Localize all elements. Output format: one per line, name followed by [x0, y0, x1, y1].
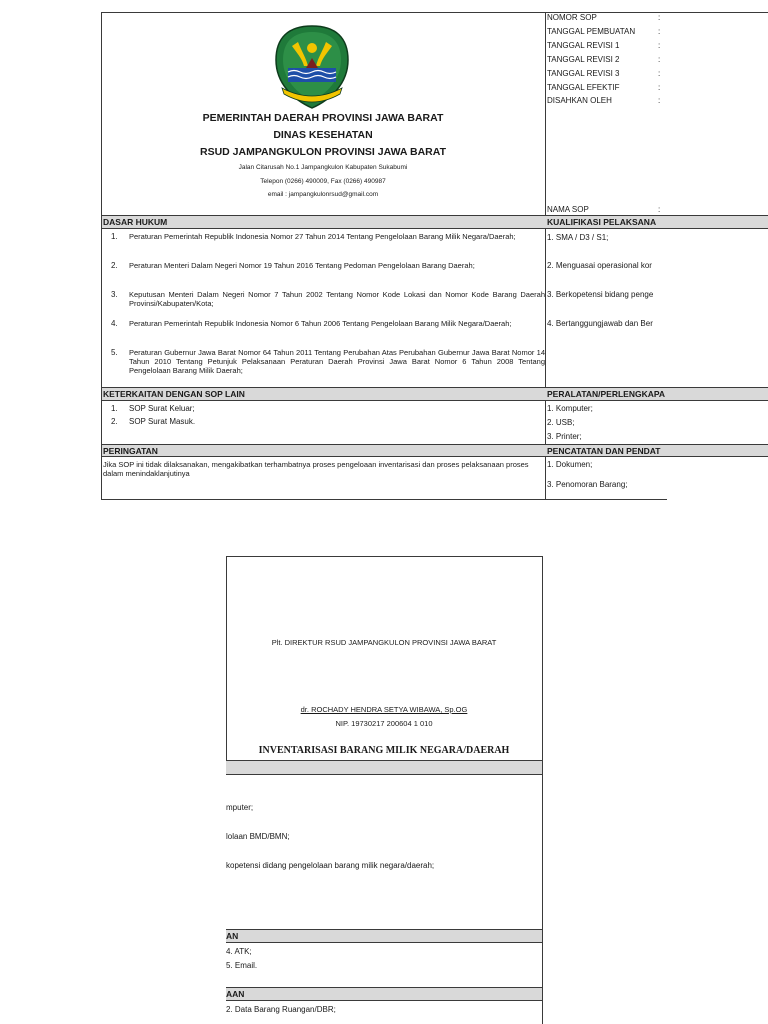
divider — [226, 942, 543, 943]
frame-top — [226, 556, 543, 557]
field-tanggal-revisi-2: TANGGAL REVISI 2 — [547, 55, 620, 64]
kualifikasi-item: 2. Menguasai operasional kor — [547, 261, 652, 270]
keterkaitan-item: SOP Surat Masuk. — [129, 417, 196, 426]
field-sep: : — [658, 69, 661, 78]
peralatan-title-cont: AN — [226, 931, 239, 941]
kualifikasi-item: 1. SMA / D3 / S1; — [547, 233, 609, 242]
dasar-hukum-num: 2. — [111, 261, 118, 270]
field-sep: : — [658, 13, 661, 22]
frame-mid — [545, 12, 546, 499]
keterkaitan-num: 1. — [111, 404, 118, 413]
dasar-hukum-num: 5. — [111, 348, 118, 357]
keterkaitan-num: 2. — [111, 417, 118, 426]
sop-name: INVENTARISASI BARANG MILIK NEGARA/DAERAH — [258, 745, 510, 756]
dasar-hukum-item: Peraturan Pemerintah Republik Indonesia Nomor 6 Tahun 2006 Tentang Pengelolaan Barang Milik Negara/Daerah; — [129, 319, 512, 328]
dasar-hukum-item: Keputusan Menteri Dalam Negeri Nomor 7 Tahun 2002 Tentang Nomor Kode Lokasi dan Nomor Kode Barang Daerah Provinsi/Kabupaten/Kota; — [129, 290, 545, 308]
dasar-hukum-num: 3. — [111, 290, 118, 299]
field-sep: : — [658, 41, 661, 50]
field-nomor-sop: NOMOR SOP — [547, 13, 597, 22]
divider — [101, 228, 768, 229]
dasar-hukum-item: Peraturan Menteri Dalam Negeri Nomor 19 Tahun 2016 Tentang Pedoman Pengelolaan Barang Daerah; — [129, 261, 475, 270]
org-phone: Telepon (0266) 490009, Fax (0266) 490987 — [260, 178, 386, 185]
peralatan-title: PERALATAN/PERLENGKAPA — [547, 389, 666, 399]
section-band — [226, 930, 542, 942]
section-band — [102, 216, 768, 228]
org-email: email : jampangkulonrsud@gmail.com — [267, 191, 379, 198]
dasar-hukum-num: 1. — [111, 232, 118, 241]
field-sep: : — [658, 96, 661, 105]
field-nama-sop: NAMA SOP — [547, 205, 589, 214]
field-tanggal-revisi-3: TANGGAL REVISI 3 — [547, 69, 620, 78]
section-band — [226, 988, 542, 1000]
section-band — [226, 761, 542, 774]
frame-left — [101, 12, 102, 499]
director-nip: NIP. 19730217 200604 1 010 — [335, 719, 433, 728]
kualifikasi-cont-item: mputer; — [226, 803, 254, 812]
divider — [101, 456, 768, 457]
kualifikasi-title: KUALIFIKASI PELAKSANA — [547, 217, 657, 227]
keterkaitan-title: KETERKAITAN DENGAN SOP LAIN — [103, 389, 245, 399]
peralatan-item: 1. Komputer; — [547, 404, 593, 413]
sop-page-2 — [0, 550, 768, 1024]
frame-right — [542, 556, 543, 1024]
field-tanggal-efektif: TANGGAL EFEKTIF — [547, 83, 620, 92]
dasar-hukum-num: 4. — [111, 319, 118, 328]
sop-page-1 — [0, 0, 768, 510]
field-sep: : — [658, 205, 661, 214]
director-name: dr. ROCHADY HENDRA SETYA WIBAWA, Sp.OG — [300, 705, 468, 714]
divider — [226, 774, 543, 775]
frame-bottom — [101, 499, 667, 500]
field-sep: : — [658, 83, 661, 92]
keterkaitan-item: SOP Surat Keluar; — [129, 404, 195, 413]
field-tanggal-revisi-1: TANGGAL REVISI 1 — [547, 41, 620, 50]
kualifikasi-cont-item: kopetensi didang pengelolaan barang milik negara/daerah; — [226, 861, 435, 870]
kualifikasi-cont-item: lolaan BMD/BMN; — [226, 832, 290, 841]
frame-left — [226, 556, 227, 768]
west-java-emblem-logo — [268, 22, 356, 112]
director-title: Plt. DIREKTUR RSUD JAMPANGKULON PROVINSI JAWA BARAT — [271, 638, 497, 647]
kualifikasi-item: 3. Berkopetensi bidang penge — [547, 290, 654, 299]
peringatan-title: PERINGATAN — [103, 446, 158, 456]
divider — [101, 400, 768, 401]
pencatatan-title: PENCATATAN DAN PENDAT — [547, 446, 661, 456]
dasar-hukum-title: DASAR HUKUM — [103, 217, 168, 227]
section-band — [102, 445, 768, 456]
peralatan-item: 2. USB; — [547, 418, 575, 427]
field-disahkan-oleh: DISAHKAN OLEH — [547, 96, 612, 105]
pencatatan-title-cont: AAN — [226, 989, 245, 999]
field-tanggal-pembuatan: TANGGAL PEMBUATAN — [547, 27, 636, 36]
divider — [226, 1000, 543, 1001]
pencatatan-item: 1. Dokumen; — [547, 460, 593, 469]
org-line-2: DINAS KESEHATAN — [273, 129, 373, 141]
org-line-1: PEMERINTAH DAERAH PROVINSI JAWA BARAT — [202, 112, 444, 124]
field-sep: : — [658, 27, 661, 36]
dasar-hukum-item: Peraturan Gubernur Jawa Barat Nomor 64 Tahun 2011 Tentang Perubahan Atas Perubahan Gubernur Jawa Barat Nomor 14 Tahun 2010 Tentang Petunjuk Pelaksanaan Peraturan Daerah Provinsi Jawa Barat Nomor 6 Tahun 2008 Tentang Pengelolaan Barang Milik Daerah; — [129, 348, 545, 375]
pencatatan-item: 3. Penomoran Barang; — [547, 480, 628, 489]
peralatan-item: 3. Printer; — [547, 432, 582, 441]
pencatatan-cont-item: 2. Data Barang Ruangan/DBR; — [226, 1005, 336, 1014]
frame-top — [101, 12, 768, 13]
org-line-3: RSUD JAMPANGKULON PROVINSI JAWA BARAT — [200, 146, 446, 158]
org-address: Jalan Citarusah No.1 Jampangkulon Kabupaten Sukabumi — [238, 164, 408, 171]
kualifikasi-item: 4. Bertanggungjawab dan Ber — [547, 319, 653, 328]
peralatan-cont-item: 4. ATK; — [226, 947, 252, 956]
peralatan-cont-item: 5. Email. — [226, 961, 258, 970]
field-sep: : — [658, 55, 661, 64]
dasar-hukum-item: Peraturan Pemerintah Republik Indonesia Nomor 27 Tahun 2014 Tentang Pengelolaan Barang Milik Negara/Daerah; — [129, 232, 516, 241]
peringatan-text: Jika SOP ini tidak dilaksanakan, mengakibatkan terhambatnya proses pengeloaan inventarisasi dan proses pelaksanaan proses dalam menindaklanjutinya — [103, 460, 529, 478]
